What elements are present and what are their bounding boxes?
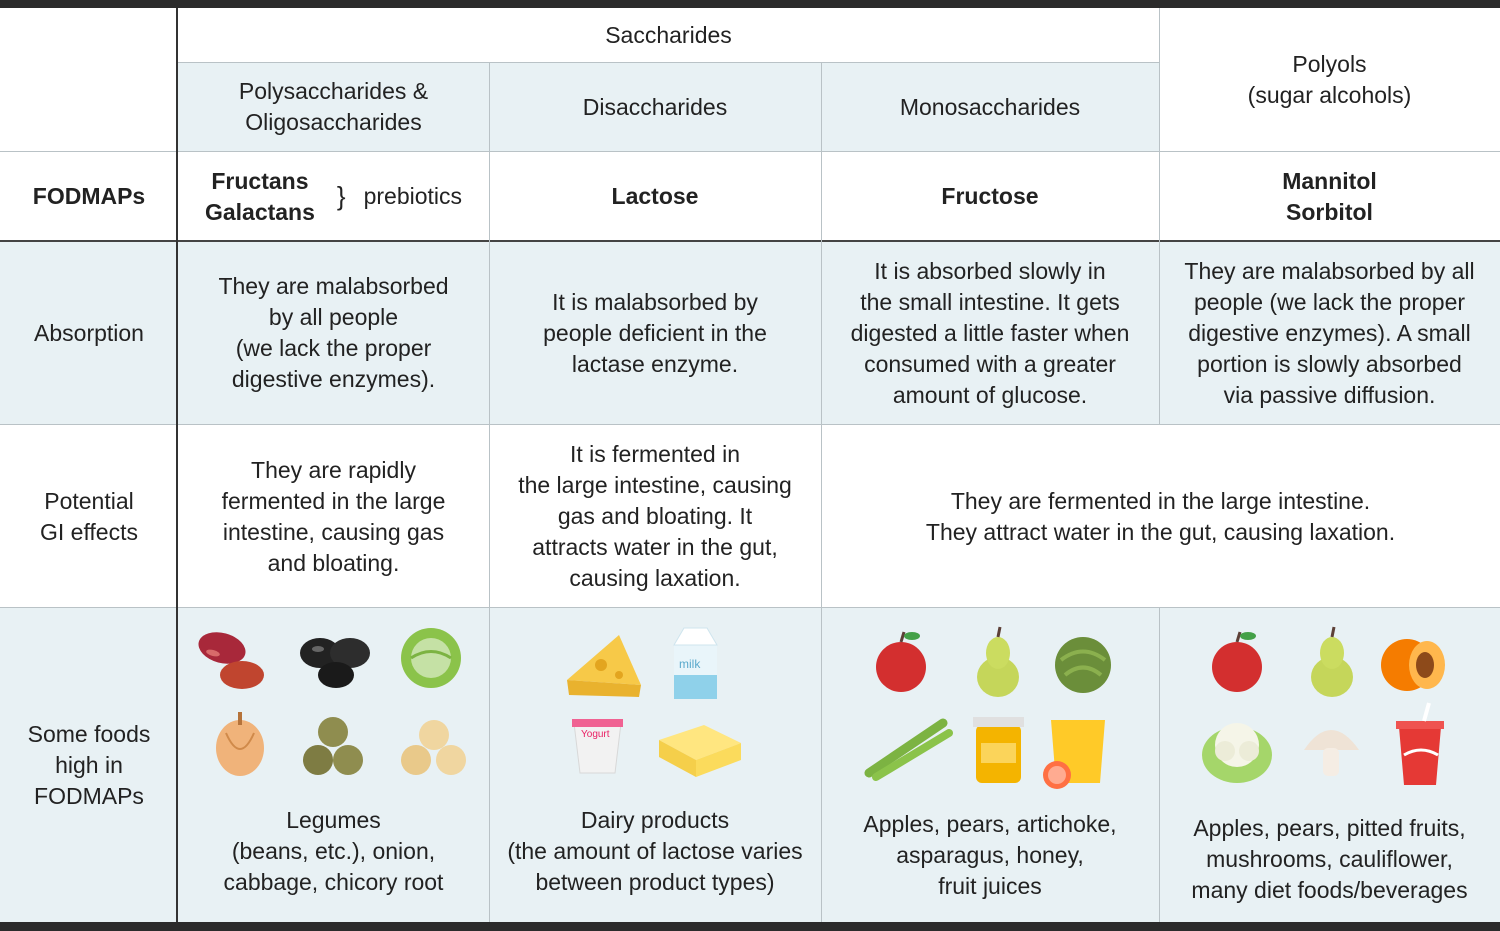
- gridline: [178, 62, 1159, 63]
- top-rule: [0, 0, 1500, 8]
- foods-di-text: Dairy products (the amount of lactose varies between product types): [507, 806, 803, 895]
- fructans-galactans-list: [205, 166, 315, 228]
- artichoke-icon: [1055, 637, 1111, 693]
- column-divider: [176, 8, 178, 922]
- gi-di: It is fermented in the large intestine, causing gas and bloating. It attracts water in the gut, causing laxation.: [518, 441, 792, 591]
- yogurt-icon: [572, 719, 623, 773]
- gridline: [0, 607, 1500, 608]
- soda-cup-icon: [1396, 703, 1444, 785]
- cell-fructans-galactans: [178, 152, 489, 241]
- milk-carton-icon: [674, 628, 717, 699]
- peas-icon: [303, 717, 363, 775]
- absorption-polyol: They are malabsorbed by all people (we lack the proper digestive enzymes). A small portion is slowly absorbed via passive diffusion.: [1184, 257, 1475, 408]
- apple-icon: [876, 632, 926, 692]
- honey-jar-icon: [973, 717, 1024, 783]
- foods-poly-text: Legumes (beans, etc.), onion, cabbage, chicory root: [223, 806, 444, 895]
- header-disaccharides: Disaccharides: [582, 93, 728, 120]
- mono-icons: [821, 615, 1159, 795]
- column-divider: [1159, 8, 1160, 425]
- galactans-label: Galactans: [204, 198, 315, 225]
- cell-mannitol-sorbitol: Mannitol Sorbitol: [1282, 167, 1377, 225]
- apple-icon: [1212, 632, 1262, 692]
- absorption-mono: It is absorbed slowly in the small intestine. It gets digested a little faster when consumed with a greater amount of glucose.: [850, 257, 1130, 408]
- apricot-icon: [1381, 639, 1445, 691]
- cell-lactose: Lactose: [611, 183, 699, 209]
- header-monosaccharides: Monosaccharides: [899, 93, 1081, 120]
- row-label-fodmaps: FODMAPs: [32, 183, 146, 209]
- absorption-di: It is malabsorbed by people deficient in the lactase enzyme.: [543, 288, 767, 377]
- polyol-icons: [1159, 615, 1500, 795]
- fructans-label: Fructans: [211, 167, 309, 194]
- column-divider: [489, 63, 490, 922]
- header-poly-oligo: Polysaccharides & Oligosaccharides: [238, 78, 429, 135]
- foods-mono-text: Apples, pears, artichoke, asparagus, honey, fruit juices: [863, 810, 1117, 899]
- gridline: [0, 424, 1500, 425]
- prebiotics-label: prebiotics: [363, 183, 463, 209]
- butter-icon: [659, 725, 741, 777]
- cabbage-icon: [401, 628, 461, 688]
- row-label-absorption: Absorption: [34, 319, 144, 346]
- svg-text:Yogurt: Yogurt: [581, 729, 610, 740]
- header-polyols: Polyols (sugar alcohols): [1247, 50, 1412, 108]
- asparagus-icon: [869, 723, 949, 777]
- svg-text:milk: milk: [679, 657, 701, 671]
- kidney-beans-icon: [195, 627, 264, 689]
- onion-icon: [216, 712, 264, 776]
- absorption-poly: They are malabsorbed by all people (we lack the proper digestive enzymes).: [218, 273, 449, 392]
- cauliflower-icon: [1202, 723, 1272, 783]
- gi-mono-polyol: They are fermented in the large intestine. They attract water in the gut, causing laxation.: [925, 487, 1396, 545]
- foods-polyol-text: Apples, pears, pitted fruits, mushrooms, cauliflower, many diet foods/beverages: [1191, 814, 1468, 903]
- cheese-icon: [567, 635, 641, 697]
- brace: }: [336, 181, 346, 211]
- header-saccharides: Saccharides: [605, 22, 732, 48]
- legume-icons: [178, 615, 489, 795]
- black-beans-icon: [300, 638, 370, 688]
- row-label-foods: Some foods high in FODMAPs: [27, 720, 151, 809]
- gridline: [0, 240, 1500, 242]
- mushroom-icon: [1304, 730, 1359, 776]
- bottom-rule: [0, 922, 1500, 931]
- dairy-icons: [489, 615, 821, 795]
- pear-icon: [1311, 627, 1353, 697]
- column-divider: [821, 63, 822, 922]
- gridline: [0, 151, 1500, 152]
- row-label-gi: Potential GI effects: [39, 487, 138, 545]
- pear-icon: [977, 627, 1019, 697]
- juice-glass-icon: [1043, 720, 1105, 789]
- chickpeas-icon: [401, 720, 466, 775]
- column-divider: [1159, 608, 1160, 922]
- cell-fructose: Fructose: [941, 183, 1039, 209]
- gi-poly: They are rapidly fermented in the large intestine, causing gas and bloating.: [221, 456, 446, 576]
